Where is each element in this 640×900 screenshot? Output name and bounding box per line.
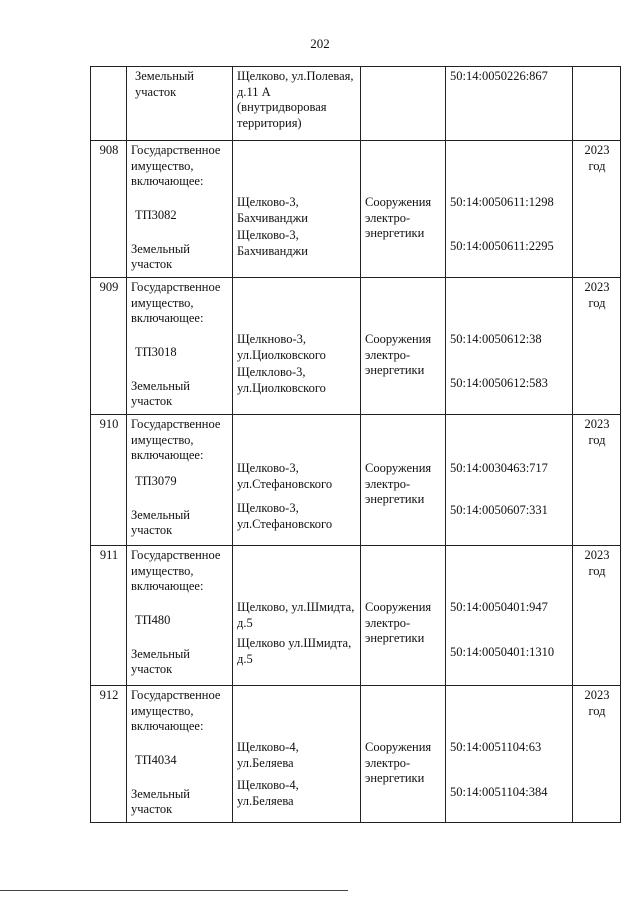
table-row (91, 415, 621, 546)
object-address: Щелково-3, ул.Стефановского (237, 461, 333, 491)
object-name: Земельный участок (131, 241, 190, 272)
year: 2023 год (573, 546, 621, 686)
cadastral-number: 50:14:0050226:867 (450, 69, 548, 83)
object-type-cell (361, 686, 446, 823)
table-row (91, 278, 621, 415)
object-name-cell (127, 415, 233, 546)
object-address: Щелково ул.Шмидта, д.5 (237, 636, 352, 666)
address-cell (233, 141, 361, 278)
address-cell (233, 67, 361, 141)
cadastral-cell (446, 278, 573, 415)
object-type: Сооружения электро-энергетики (365, 600, 432, 646)
cadastral-number: 50:14:0050611:1298 (450, 195, 554, 209)
object-type-cell (361, 278, 446, 415)
row-number: 911 (91, 546, 127, 686)
object-name-cell (127, 141, 233, 278)
row-number: 910 (91, 415, 127, 546)
group-label: Государственное имущество, включающее: (131, 417, 221, 463)
table-row (91, 141, 621, 278)
object-address: Щелково-3, Бахчиванджи (237, 195, 308, 225)
year: 2023 год (573, 278, 621, 415)
property-register-table (90, 66, 621, 823)
cadastral-number: 50:14:0050401:947 (450, 600, 548, 614)
footnote-divider (0, 890, 348, 891)
object-type-cell (361, 415, 446, 546)
object-name: ТП3079 (135, 473, 177, 488)
object-type: Сооружения электро-энергетики (365, 740, 432, 786)
object-name-cell (127, 278, 233, 415)
group-label: Государственное имущество, включающее: (131, 143, 221, 189)
row-number (91, 67, 127, 141)
cadastral-number: 50:14:0030463:717 (450, 461, 548, 475)
object-name-cell (127, 546, 233, 686)
year: 2023 год (573, 686, 621, 823)
object-address: Щелково-4, ул.Беляева (237, 740, 299, 770)
group-label: Государственное имущество, включающее: (131, 688, 221, 734)
address-cell (233, 278, 361, 415)
object-address: Щелково-3, Бахчиванджи (237, 228, 308, 258)
object-type: Сооружения электро-энергетики (365, 332, 432, 378)
cadastral-cell (446, 415, 573, 546)
row-number: 912 (91, 686, 127, 823)
cadastral-cell (446, 686, 573, 823)
table-row (91, 67, 621, 141)
object-type-cell (361, 141, 446, 278)
object-address: Щелково, ул.Шмидта, д.5 (237, 600, 355, 630)
cadastral-number: 50:14:0050612:38 (450, 332, 542, 346)
cadastral-number: 50:14:0050607:331 (450, 502, 548, 517)
object-address: Щелково-4, ул.Беляева (237, 778, 299, 808)
object-name: ТП3082 (135, 207, 177, 222)
object-name-cell (127, 67, 233, 141)
object-type: Сооружения электро-энергетики (365, 195, 432, 241)
object-name-cell (127, 686, 233, 823)
table-row (91, 686, 621, 823)
cadastral-number: 50:14:0051104:63 (450, 740, 542, 754)
group-label: Государственное имущество, включающее: (131, 280, 221, 326)
cadastral-cell (446, 546, 573, 686)
object-name: Земельный участок (131, 507, 190, 538)
object-address: Щелклово-3, ул.Циолковского (237, 365, 326, 395)
cadastral-number: 50:14:0050612:583 (450, 375, 548, 390)
cadastral-cell (446, 141, 573, 278)
object-name: Земельный участок (131, 378, 190, 409)
object-type (361, 67, 446, 141)
cadastral-number: 50:14:0050611:2295 (450, 238, 554, 253)
object-type-cell (361, 546, 446, 686)
object-name: ТП3018 (135, 344, 177, 359)
object-name: Земельный участок (135, 69, 194, 99)
cadastral-number: 50:14:0050401:1310 (450, 644, 555, 659)
year (573, 67, 621, 141)
object-name: ТП480 (135, 612, 171, 627)
object-address: Щелково, ул.Полевая, д.11 А (внутридворовая территория) (237, 69, 354, 130)
cadastral-number: 50:14:0051104:384 (450, 784, 548, 799)
object-type: Сооружения электро-энергетики (365, 461, 432, 507)
address-cell (233, 415, 361, 546)
row-number: 908 (91, 141, 127, 278)
object-name: ТП4034 (135, 752, 177, 767)
row-number: 909 (91, 278, 127, 415)
address-cell (233, 546, 361, 686)
cadastral-cell (446, 67, 573, 141)
object-name: Земельный участок (131, 646, 190, 677)
object-name: Земельный участок (131, 786, 190, 817)
table-row (91, 546, 621, 686)
address-cell (233, 686, 361, 823)
year: 2023 год (573, 141, 621, 278)
object-address: Щелкново-3, ул.Циолковского (237, 332, 326, 362)
group-label: Государственное имущество, включающее: (131, 548, 221, 594)
page-number: 202 (310, 36, 330, 51)
object-address: Щелково-3, ул.Стефановского (237, 501, 333, 531)
year: 2023 год (573, 415, 621, 546)
